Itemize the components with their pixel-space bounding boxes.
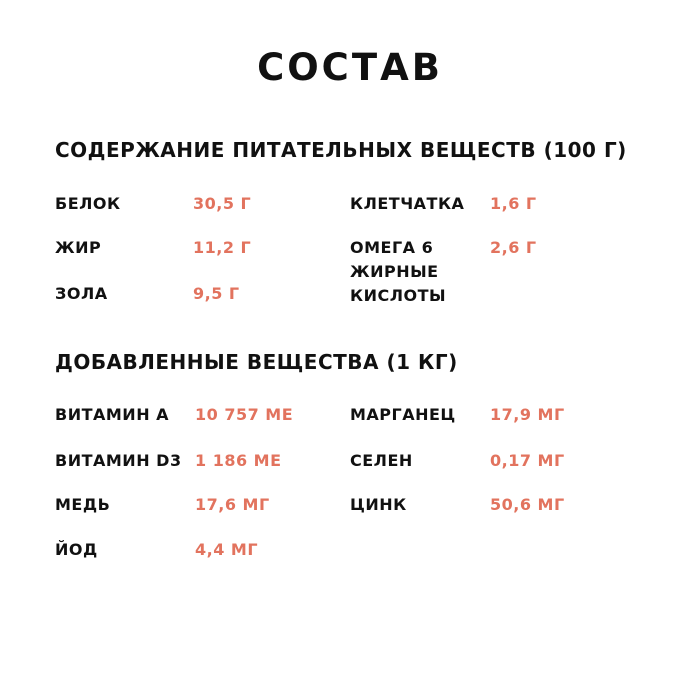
- nutrient-value-fat: 11,2 Г: [193, 238, 252, 257]
- additive-value-zinc: 50,6 МГ: [490, 495, 565, 514]
- nutrient-value-omega6: 2,6 Г: [490, 238, 537, 257]
- page-title: СОСТАВ: [257, 46, 443, 89]
- additive-value-selenium: 0,17 МГ: [490, 451, 565, 470]
- additive-value-vitamin-a: 10 757 МЕ: [195, 405, 294, 424]
- additive-value-manganese: 17,9 МГ: [490, 405, 565, 424]
- additive-name-iodine: ЙОД: [55, 540, 98, 559]
- additive-name-manganese: МАРГАНЕЦ: [350, 405, 456, 424]
- nutrient-name-ash: ЗОЛА: [55, 284, 108, 303]
- additive-value-vitamin-d3: 1 186 МЕ: [195, 451, 282, 470]
- nutrient-name-omega6-line3: КИСЛОТЫ: [350, 286, 447, 305]
- additive-name-selenium: СЕЛЕН: [350, 451, 413, 470]
- nutrient-value-protein: 30,5 Г: [193, 194, 252, 213]
- nutrient-name-protein: БЕЛОК: [55, 194, 121, 213]
- additive-name-vitamin-a: ВИТАМИН А: [55, 405, 170, 424]
- additive-name-zinc: ЦИНК: [350, 495, 407, 514]
- nutrient-name-fat: ЖИР: [55, 238, 102, 257]
- nutrient-value-fiber: 1,6 Г: [490, 194, 537, 213]
- nutrient-name-omega6-line2: ЖИРНЫЕ: [350, 262, 439, 281]
- additive-value-iodine: 4,4 МГ: [195, 540, 259, 559]
- nutrient-name-fiber: КЛЕТЧАТКА: [350, 194, 465, 213]
- additives-section-heading: ДОБАВЛЕННЫЕ ВЕЩЕСТВА (1 КГ): [55, 350, 458, 374]
- nutrient-value-ash: 9,5 Г: [193, 284, 240, 303]
- nutrients-section-heading: СОДЕРЖАНИЕ ПИТАТЕЛЬНЫХ ВЕЩЕСТВ (100 Г): [55, 138, 627, 162]
- nutrient-name-omega6-line1: ОМЕГА 6: [350, 238, 434, 257]
- additive-name-vitamin-d3: ВИТАМИН D3: [55, 451, 182, 470]
- additive-value-copper: 17,6 МГ: [195, 495, 270, 514]
- additive-name-copper: МЕДЬ: [55, 495, 111, 514]
